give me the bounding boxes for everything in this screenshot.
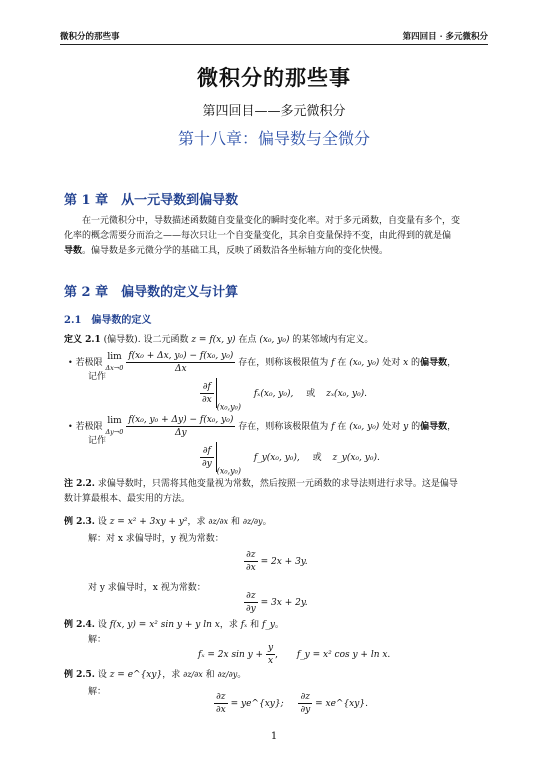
- section-heading-2: 第 2 章 偏导数的定义与计算: [64, 285, 239, 300]
- example-text: 和: [205, 670, 215, 680]
- note-block: [64, 477, 486, 507]
- derivative-inline: ∂z/∂x: [208, 517, 229, 526]
- math-symbol: f: [331, 358, 335, 368]
- equation-rhs: f_y = x² cos y + ln x.: [296, 650, 391, 660]
- derivative-inline: f_y: [262, 620, 275, 630]
- fraction-denominator: ∂x: [216, 705, 226, 715]
- equation-rhs: = ye^{xy};: [230, 699, 284, 709]
- example-label: 例 2.3.: [64, 517, 95, 527]
- alt-notation: f_y(x₀, y₀),: [253, 452, 300, 463]
- bullet-text: 处对: [382, 358, 401, 368]
- derivative-inline: ∂z/∂x: [183, 670, 203, 679]
- example-text: 。: [237, 670, 247, 680]
- bold-term: 偏导数: [420, 358, 448, 368]
- definition-text: 在点: [238, 335, 257, 345]
- partial-derivative: [200, 445, 214, 470]
- display-equation: [198, 642, 390, 667]
- bullet-text: 若极限: [75, 358, 103, 368]
- difference-quotient: [126, 350, 235, 375]
- fraction-denominator: ∂x: [246, 563, 256, 573]
- bullet-text: 在: [337, 422, 347, 432]
- example-label: 例 2.4.: [64, 620, 95, 630]
- paragraph-line: 在一元微积分中，导数描述函数随自变量变化的瞬时变化率。对于多元函数，自变量有多个，变: [82, 216, 461, 226]
- display-equation: [244, 549, 308, 574]
- fraction-numerator: ∂z: [244, 590, 258, 603]
- fraction-denominator: ∂y: [300, 705, 311, 715]
- fraction-denominator: ∂y: [202, 458, 212, 469]
- solution-label: 解：: [88, 635, 107, 645]
- example-2-5-statement: [64, 667, 246, 680]
- example-text: 设: [97, 670, 107, 680]
- paragraph-text: 。偏导数是多元微分学的基础工具，反映了函数沿各坐标轴方向的变化快慢。: [82, 246, 389, 256]
- derivative-inline: ∂z/∂y: [217, 670, 238, 679]
- equation-rhs: = xe^{xy}.: [315, 699, 368, 709]
- fraction: [266, 642, 275, 667]
- fraction-numerator: ∂f: [200, 381, 214, 394]
- example-expression: f(x, y) = x² sin y + y ln x: [109, 620, 220, 630]
- display-equation: [214, 691, 368, 716]
- limit-subscript: Δx→0: [105, 363, 124, 372]
- equation-rhs: = 2x + 3y.: [260, 557, 308, 567]
- limit-operator: lim Δy→0: [105, 415, 124, 436]
- math-point: (x₀, y₀): [349, 422, 380, 432]
- definition-paren: (偏导数).: [103, 335, 141, 345]
- fraction-denominator: Δy: [175, 428, 187, 438]
- example-expression: z = e^{xy}: [109, 670, 163, 680]
- fraction-numerator: f(x₀ + Δx, y₀) − f(x₀, y₀): [128, 351, 234, 361]
- partial-derivative: [298, 691, 312, 716]
- bullet-text: 的: [411, 422, 421, 432]
- notation-label: 记作: [88, 372, 107, 382]
- bullet-text: 存在，则称该极限值为: [238, 422, 329, 432]
- notation-display-x: [200, 378, 367, 412]
- solution-label: 解：: [88, 687, 107, 697]
- paragraph-line: [64, 244, 486, 259]
- note-text: 求偏导数时，只需将其他变量视为常数，然后按照一元函数的求导法则进行求导。这是偏导: [97, 479, 458, 489]
- chapter-title: 第十八章：偏导数与全微分: [177, 129, 370, 148]
- punctuation: ,: [275, 650, 278, 660]
- math-variable: x: [403, 358, 409, 368]
- derivative-inline: fₓ: [240, 620, 248, 630]
- math-point: (x₀, y₀): [349, 358, 380, 368]
- paragraph-line: 化率的概念需要分而治之——每次只让一个自变量变化，其余自变量保持不变，由此得到的就是偏: [64, 231, 452, 241]
- example-text: 。: [262, 517, 272, 527]
- fraction-numerator: y: [267, 643, 274, 653]
- fraction-numerator: ∂z: [214, 691, 228, 704]
- partial-derivative: [244, 549, 258, 574]
- example-expression: z = x² + 3xy + y²: [109, 517, 188, 527]
- definition-label: 定义 2.1: [64, 335, 101, 345]
- bullet-text: 的: [411, 358, 421, 368]
- bullet-y-line: [68, 414, 456, 439]
- bold-term: 导数: [64, 246, 83, 256]
- evaluation-point: (x₀,y₀): [216, 402, 241, 412]
- solution-text: 对 y 求偏导时，x 视为常数：: [88, 583, 206, 593]
- display-equation: [244, 590, 308, 615]
- notation-label: 记作: [88, 436, 107, 446]
- bullet-text: 在: [337, 358, 347, 368]
- bullet-text: 若极限: [75, 422, 103, 432]
- or-text: 或: [306, 388, 316, 399]
- bullet-x-line: [68, 350, 456, 375]
- subsection-heading: 2.1 偏导数的定义: [64, 315, 152, 326]
- note-label: 注 2.2.: [64, 479, 95, 489]
- fraction-denominator: x: [267, 656, 274, 666]
- fraction-numerator: f(x₀, y₀ + Δy) − f(x₀, y₀): [128, 415, 234, 425]
- document-title: 微积分的那些事: [197, 65, 351, 90]
- bullet-text: ，: [447, 422, 457, 432]
- fraction-denominator: ∂x: [202, 394, 212, 405]
- bold-term: 偏导数: [420, 422, 448, 432]
- definition-function: z = f(x, y): [191, 335, 236, 345]
- solution-text: 解：对 x 求偏导时，y 视为常数：: [88, 534, 224, 544]
- example-text: 和: [230, 517, 240, 527]
- definition-point: (x₀, y₀): [259, 335, 290, 345]
- partial-derivative: [214, 691, 228, 716]
- note-line: [64, 477, 486, 492]
- definition-line: [64, 332, 373, 345]
- example-2-3-statement: [64, 514, 272, 527]
- or-text: 或: [312, 452, 322, 463]
- definition-text: 设二元函数: [143, 335, 189, 345]
- header-rule: [60, 44, 488, 45]
- document-subtitle: 第四回目——多元微积分: [202, 104, 346, 119]
- example-text: 和: [250, 620, 260, 630]
- derivative-inline: ∂z/∂y: [242, 517, 263, 526]
- example-label: 例 2.5.: [64, 670, 95, 680]
- example-text: 设: [97, 517, 107, 527]
- bullet-icon: •: [68, 422, 73, 431]
- example-text: 。: [274, 620, 284, 630]
- difference-quotient: [126, 414, 235, 439]
- math-variable: y: [403, 422, 409, 432]
- alt-notation: fₓ(x₀, y₀),: [253, 388, 294, 399]
- running-header-left: 微积分的那些事: [60, 32, 120, 42]
- section-1-paragraph: [64, 214, 486, 259]
- bullet-text: ，: [447, 358, 457, 368]
- page-number: 1: [270, 731, 278, 742]
- note-line: 数计算最根本、最实用的方法。: [64, 494, 191, 504]
- notation-display-y: [200, 442, 380, 476]
- math-symbol: f: [331, 422, 335, 432]
- example-2-4-statement: [64, 617, 284, 630]
- equation-lhs: fₓ = 2x sin y +: [198, 650, 264, 660]
- fraction-numerator: ∂f: [200, 445, 214, 458]
- example-text: ，求: [187, 517, 206, 527]
- equation-rhs: = 3x + 2y.: [260, 598, 308, 608]
- limit-operator: lim Δx→0: [105, 351, 124, 372]
- example-text: ，求: [219, 620, 238, 630]
- bullet-text: 处对: [382, 422, 401, 432]
- partial-derivative: [244, 590, 258, 615]
- fraction-numerator: ∂z: [298, 691, 312, 704]
- definition-text: 的某邻域内有定义。: [292, 335, 374, 345]
- fraction-denominator: ∂y: [246, 604, 256, 614]
- alt-notation: zₓ(x₀, y₀).: [326, 388, 368, 399]
- bullet-text: 存在，则称该极限值为: [238, 358, 329, 368]
- fraction-denominator: Δx: [175, 364, 187, 374]
- section-heading-1: 第 1 章 从一元导数到偏导数: [64, 193, 239, 208]
- fraction-numerator: ∂z: [244, 549, 258, 562]
- example-text: 设: [97, 620, 107, 630]
- limit-subscript: Δy→0: [105, 427, 124, 436]
- partial-derivative: [200, 381, 214, 406]
- bullet-icon: •: [68, 358, 73, 367]
- evaluation-point: (x₀,y₀): [216, 466, 241, 476]
- running-header-right: 第四回目 · 多元微积分: [402, 32, 488, 42]
- alt-notation: z_y(x₀, y₀).: [332, 452, 380, 463]
- example-text: ，求: [162, 670, 181, 680]
